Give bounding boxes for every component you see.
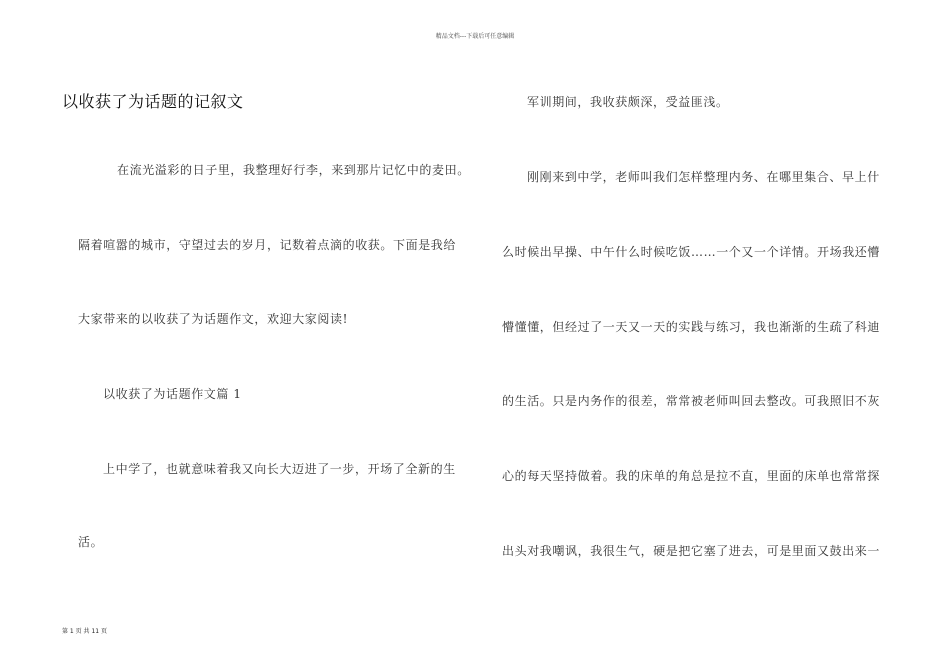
right-paragraph-line: 懵懂懂，但经过了一天又一天的实践与练习，我也渐渐的生疏了科迪 <box>502 320 881 334</box>
right-paragraph-line: 的生活。只是内务作的很差，常常被老师叫回去整改。可我照旧不灰 <box>502 394 881 408</box>
left-paragraph-line: 大家带来的以收获了为话题作文，欢迎大家阅读! <box>78 312 349 326</box>
right-paragraph-line: 心的每天坚持做着。我的床单的角总是拉不直，里面的床单也常常探 <box>502 469 881 483</box>
left-paragraph-line: 上中学了，也就意味着我又向长大迈进了一步，开场了全新的生 <box>103 462 456 476</box>
header-note: 精品文档---下载后可任意编辑 <box>435 33 515 40</box>
right-paragraph-line: 出头对我嘲讽，我很生气，硬是把它塞了进去，可是里面又鼓出来一 <box>502 544 881 558</box>
left-paragraph-line: 隔着喧嚣的城市，守望过去的岁月，记数着点滴的收获。下面是我给 <box>78 238 457 252</box>
left-paragraph-line: 活。 <box>78 535 104 549</box>
document-title: 以收获了为话题的记叙文 <box>62 92 244 111</box>
left-paragraph-line: 在流光溢彩的日子里，我整理好行李，来到那片记忆中的麦田。 <box>117 163 470 177</box>
section-heading: 以收获了为话题作文篇 1 <box>103 387 242 401</box>
right-paragraph-line: 军训期间，我收获颇深，受益匪浅。 <box>527 95 729 109</box>
page-number: 第 1 页 共 11 页 <box>62 628 107 635</box>
right-paragraph-line: 么时候出早操、中午什么时候吃饭……一个又一个详情。开场我还懵 <box>502 245 881 259</box>
right-paragraph-line: 刚刚来到中学，老师叫我们怎样整理内务、在哪里集合、早上什 <box>527 170 880 184</box>
